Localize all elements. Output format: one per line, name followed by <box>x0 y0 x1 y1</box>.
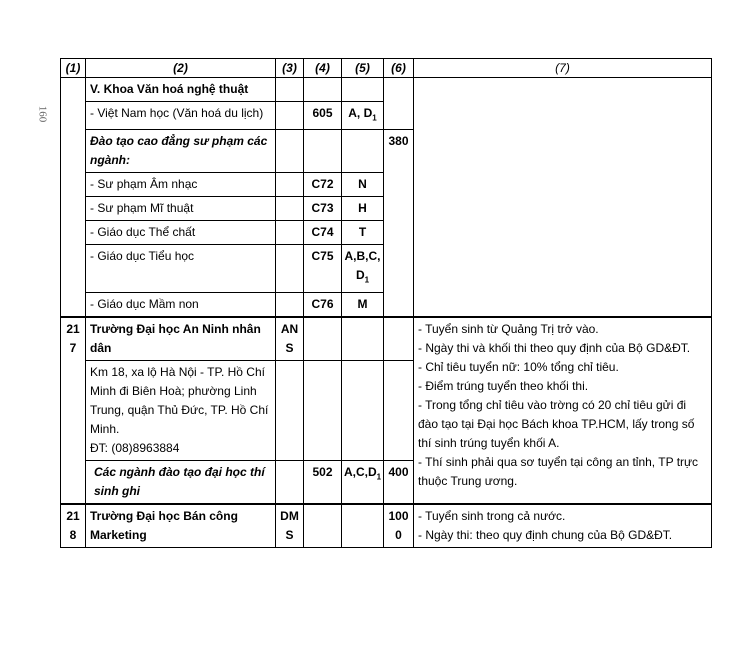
table-row <box>61 78 712 102</box>
cell-empty <box>304 78 342 102</box>
school-number: 21 7 <box>61 317 86 504</box>
exam-block: T <box>342 221 384 245</box>
cell-empty <box>384 78 414 130</box>
program-name: - Giáo dục Mầm non <box>86 292 276 317</box>
exam-block: A, $D_1$ <box>342 102 384 130</box>
cell-empty <box>304 360 342 460</box>
program-name: - Giáo dục Thể chất <box>86 221 276 245</box>
cell-empty <box>276 130 304 173</box>
header-col-5: (5) <box>342 59 384 78</box>
note-line: - Thí sinh phải qua sơ tuyển tại công an tỉnh, TP trực thuộc Trung ương. <box>418 454 699 488</box>
program-code: C76 <box>304 292 342 317</box>
cell-empty <box>342 317 384 361</box>
program-group-title: Đào tạo cao đẳng sư phạm các ngành: <box>86 130 276 173</box>
school-notes <box>414 317 712 504</box>
program-name: - Giáo dục Tiểu học <box>86 245 276 292</box>
cell-empty <box>304 317 342 361</box>
cell-empty <box>276 460 304 504</box>
cell-empty <box>384 360 414 460</box>
program-code: C74 <box>304 221 342 245</box>
note-line: - Trong tổng chỉ tiêu vào trờng có 20 chỉ tiêu gửi đi đào tạo tại Đại học Bách khoa TP.HCM, lấy trong số thí sinh trúng tuyển khối A. <box>418 397 695 450</box>
note-line: - Chỉ tiêu tuyển nữ: 10% tổng chỉ tiêu. <box>418 359 619 374</box>
cell-empty <box>276 221 304 245</box>
exam-block: A,B,C, $D_1$ <box>342 245 384 292</box>
cell-empty <box>342 130 384 173</box>
school-name: Trường Đại học Bán công Marketing <box>86 504 276 548</box>
cell-empty <box>61 78 86 317</box>
cell-empty <box>304 504 342 548</box>
cell-empty <box>304 130 342 173</box>
school-phone: ĐT: (08)8963884 <box>90 440 180 455</box>
school-notes <box>414 504 712 548</box>
program-code: 605 <box>304 102 342 130</box>
exam-block: H <box>342 197 384 221</box>
header-col-6: (6) <box>384 59 414 78</box>
exam-block: $A,C,D_1$ <box>342 460 384 504</box>
quota: 380 <box>384 130 414 317</box>
program-code: 502 <box>304 460 342 504</box>
school-code: DM S <box>276 504 304 548</box>
header-col-1: (1) <box>61 59 86 78</box>
school-name: Trường Đại học An Ninh nhân dân <box>86 317 276 361</box>
quota: 400 <box>384 460 414 504</box>
table-row <box>61 317 712 361</box>
note-line: - Điểm trúng tuyển theo khối thi. <box>418 378 589 393</box>
exam-block: M <box>342 292 384 317</box>
program-name: - Sư phạm Mĩ thuật <box>86 197 276 221</box>
header-col-3: (3) <box>276 59 304 78</box>
note-line: - Ngày thi: theo quy định chung của Bộ GD&ĐT. <box>418 527 673 542</box>
section-title: V. Khoa Văn hoá nghệ thuật <box>86 78 276 102</box>
admissions-table <box>60 58 712 548</box>
program-code: C75 <box>304 245 342 292</box>
cell-empty <box>276 78 304 102</box>
quota: 100 0 <box>384 504 414 548</box>
cell-empty <box>276 173 304 197</box>
header-col-2: (2) <box>86 59 276 78</box>
page-number: 160 <box>36 105 49 123</box>
table-row <box>61 504 712 548</box>
header-col-7: (7) <box>414 59 712 78</box>
cell-empty <box>342 360 384 460</box>
program-name: - Việt Nam học (Văn hoá du lịch) <box>86 102 276 130</box>
note-line: - Ngày thi và khối thi theo quy định của Bộ GD&ĐT. <box>418 340 691 355</box>
program-code: C72 <box>304 173 342 197</box>
cell-empty <box>276 102 304 130</box>
cell-empty <box>342 504 384 548</box>
cell-empty <box>384 317 414 361</box>
exam-block: N <box>342 173 384 197</box>
header-row <box>61 59 712 78</box>
cell-empty <box>276 197 304 221</box>
cell-empty <box>276 245 304 292</box>
cell-empty <box>414 78 712 317</box>
note-line: - Tuyển sinh từ Quảng Trị trở vào. <box>418 321 599 336</box>
school-number: 21 8 <box>61 504 86 548</box>
school-code: AN S <box>276 317 304 361</box>
cell-empty <box>276 360 304 460</box>
program-code: C73 <box>304 197 342 221</box>
header-col-4: (4) <box>304 59 342 78</box>
note-line: - Tuyển sinh trong cả nước. <box>418 508 566 523</box>
school-address: Km 18, xa lộ Hà Nội - TP. Hồ Chí Minh đi Biên Hoà; phường Linh Trung, quận Thủ Đức, TP. Hồ Chí Minh. ĐT: (08)8963884 <box>86 360 276 460</box>
program-group-title: Các ngành đào tạo đại học thí sinh ghi <box>86 460 276 504</box>
cell-empty <box>276 292 304 317</box>
cell-empty <box>342 78 384 102</box>
program-name: - Sư phạm Âm nhạc <box>86 173 276 197</box>
